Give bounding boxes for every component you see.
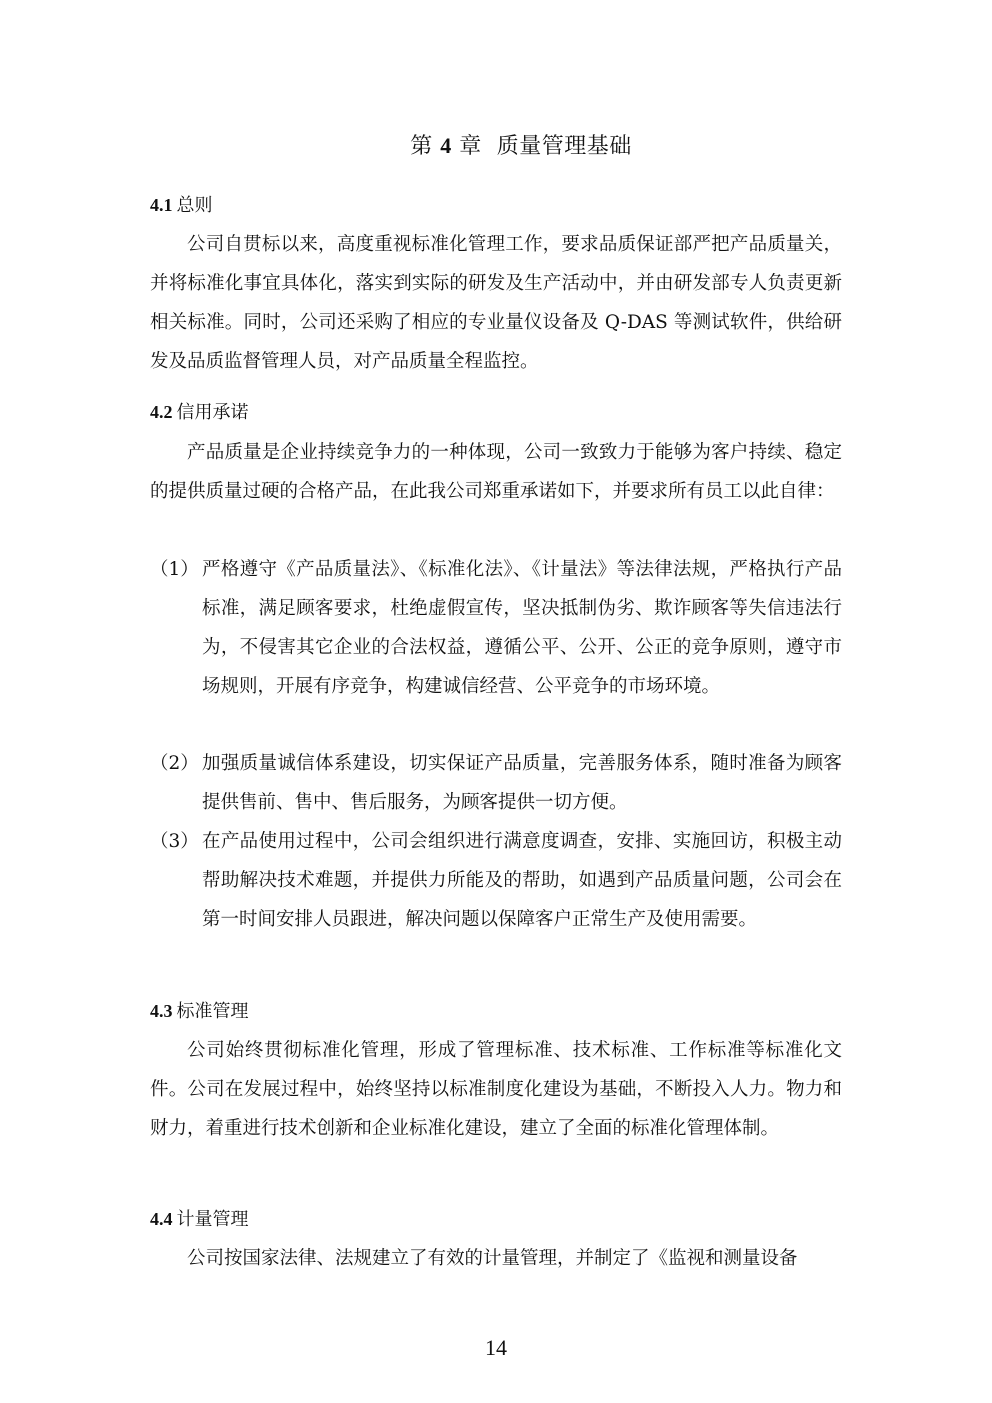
- section-heading-4-1: [150, 190, 213, 221]
- chapter-prefix: 第: [410, 134, 433, 159]
- list-item-text: 严格遵守《产品质量法》、《标准化法》、《计量法》等法律法规，严格执行产品标准，满足顾客要求，杜绝虚假宣传，坚决抵制伪劣、欺诈顾客等失信违法行为，不侵害其它企业的合法权益，遵循公平、公开、公正的竞争原则，遵守市场规则，开展有序竞争，构建诚信经营、公平竞争的市场环境。: [202, 559, 842, 697]
- list-item: [150, 744, 842, 822]
- section-number: 4.1: [150, 195, 173, 215]
- chapter-number: 4: [440, 133, 452, 158]
- section-title: 信用承诺: [176, 402, 249, 423]
- section-title: 总则: [176, 195, 213, 216]
- chapter-title: [0, 128, 992, 165]
- chapter-suffix: 章: [459, 134, 482, 159]
- section-paragraph-4-4: 公司按国家法律、法规建立了有效的计量管理，并制定了《监视和测量设备: [187, 1248, 798, 1269]
- list-item: [150, 822, 842, 939]
- section-heading-4-3: [150, 996, 249, 1027]
- section-number: 4.4: [150, 1209, 173, 1229]
- list-item-text: 加强质量诚信体系建设，切实保证产品质量，完善服务体系，随时准备为顾客提供售前、售中、售后服务，为顾客提供一切方便。: [202, 753, 842, 813]
- section-number: 4.3: [150, 1001, 173, 1021]
- list-marker: （1）: [150, 559, 199, 580]
- section-heading-4-4: [150, 1204, 249, 1235]
- page-number: 14: [485, 1335, 507, 1360]
- section-paragraph-4-2: 产品质量是企业持续竞争力的一种体现，公司一致致力于能够为客户持续、稳定的提供质量过硬的合格产品，在此我公司郑重承诺如下，并要求所有员工以此自律：: [150, 442, 842, 502]
- list-marker: （2）: [150, 753, 199, 774]
- chapter-name: 质量管理基础: [496, 134, 632, 159]
- section-heading-4-2: [150, 397, 249, 428]
- list-item-text: 在产品使用过程中，公司会组织进行满意度调查，安排、实施回访，积极主动帮助解决技术难题，并提供力所能及的帮助，如遇到产品质量问题，公司会在第一时间安排人员跟进，解决问题以保障客户正常生产及使用需要。: [202, 831, 842, 930]
- section-paragraph-4-1: 公司自贯标以来，高度重视标准化管理工作，要求品质保证部严把产品质量关，并将标准化事宜具体化，落实到实际的研发及生产活动中，并由研发部专人负责更新相关标准。同时，公司还采购了相应的专业量仪设备及 Q-DAS 等测试软件，供给研发及品质监督管理人员，对产品质量全程监控。: [150, 234, 842, 372]
- list-item: [150, 550, 842, 706]
- section-paragraph-4-3: 公司始终贯彻标准化管理，形成了管理标准、技术标准、工作标准等标准化文件。公司在发展过程中，始终坚持以标准制度化建设为基础，不断投入人力。物力和财力，着重进行技术创新和企业标准化建设，建立了全面的标准化管理体制。: [150, 1040, 842, 1139]
- section-number: 4.2: [150, 402, 173, 422]
- section-title: 标准管理: [176, 1001, 249, 1022]
- list-marker: （3）: [150, 831, 199, 852]
- section-title: 计量管理: [176, 1209, 249, 1230]
